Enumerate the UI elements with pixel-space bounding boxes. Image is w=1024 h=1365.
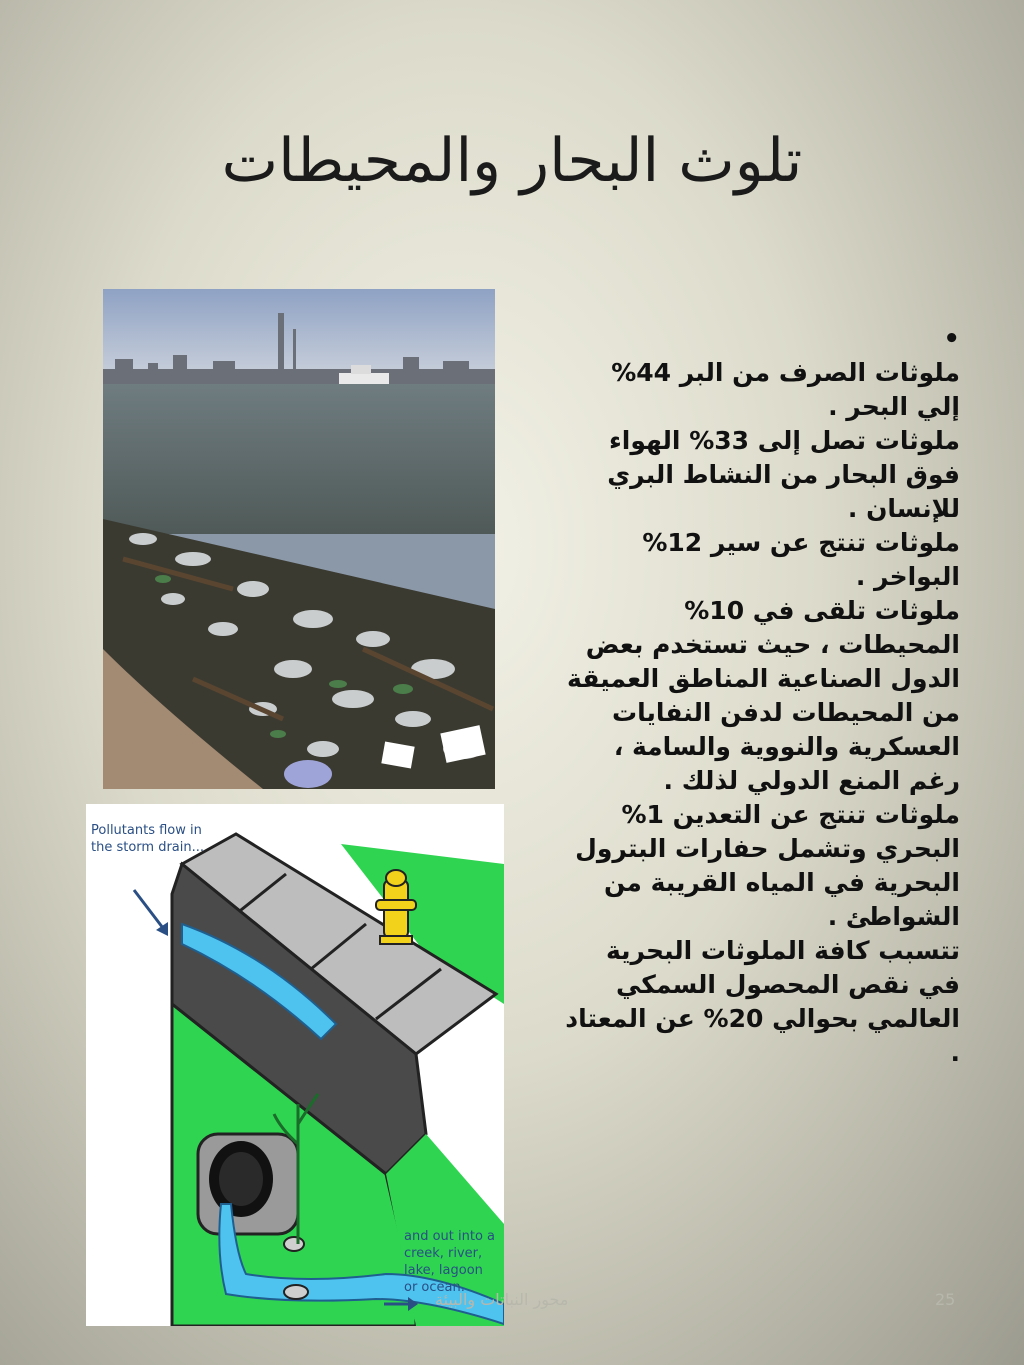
slide-body [560, 322, 960, 1070]
fire-hydrant-icon [374, 866, 418, 946]
paragraph-2: ملوثات تصل إلى 33% الهواء فوق البحار من النشاط البري للإنسان . [607, 426, 960, 523]
polluted-shore-photo [103, 289, 495, 789]
paragraph-6: تتسبب كافة الملوثات البحرية في نقص المحصول السمكي العالمي بحوالي 20% عن المعتاد . [565, 936, 960, 1067]
paragraph-1: ملوثات الصرف من البر 44% إلي البحر . [611, 358, 960, 421]
bullet-point: • [943, 324, 960, 354]
diagram-label-top: Pollutants flow in the storm drain... [91, 823, 205, 855]
paragraph-3: ملوثات تنتج عن سير 12% البواخر . [642, 528, 960, 591]
storm-drain-diagram [86, 804, 504, 1326]
arrow-down-right-icon [128, 884, 178, 944]
slide-title: تلوث البحار والمحيطات [221, 126, 803, 196]
footer-text: محور النباتات والبيئة [435, 1290, 569, 1309]
page-number: 25 [935, 1290, 956, 1309]
paragraph-5: ملوثات تنتج عن التعدين 1% البحري وتشمل حفارات البترول البحرية في المياه القريبة من الشواطئ . [575, 800, 960, 931]
arrow-right-icon [382, 1294, 422, 1314]
paragraph-4: ملوثات تلقى في 10% المحيطات ، حيث تستخدم بعض الدول الصناعية المناطق العميقة من المحيطات لدفن النفايات العسكرية والنووية والسامة ، رغم المنع الدولي لذلك . [567, 596, 960, 795]
drain-pipe [198, 1134, 298, 1234]
diagram-label-bottom: and out into a creek, river, lake, lagoon or ocean. [404, 1229, 496, 1295]
